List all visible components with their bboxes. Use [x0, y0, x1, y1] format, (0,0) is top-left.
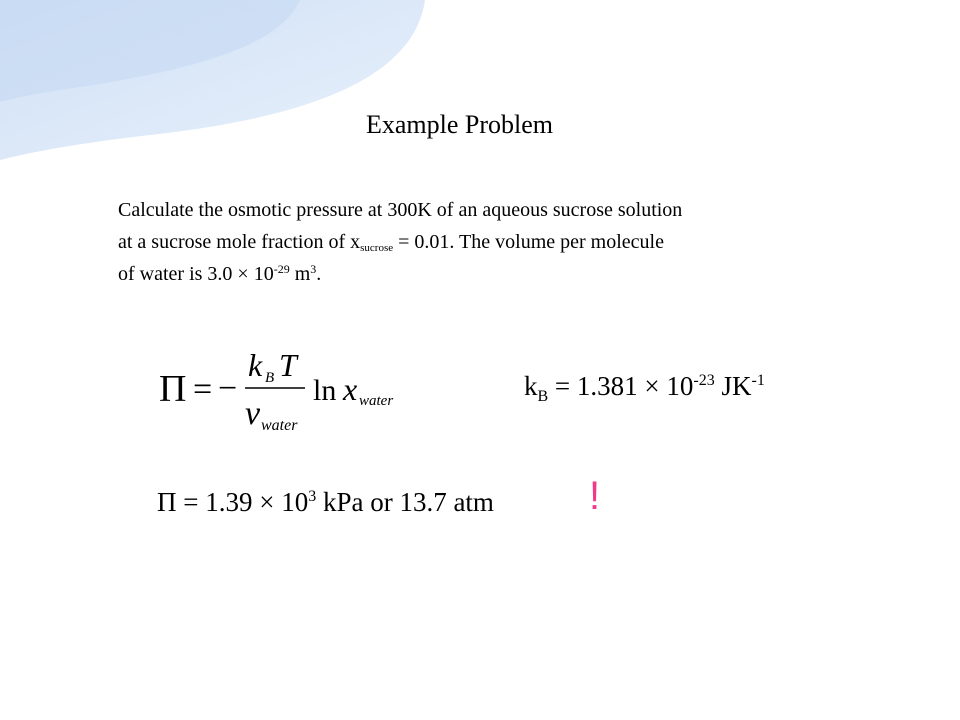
- kb-symbol: k: [524, 371, 538, 401]
- problem-text: at a sucrose mole fraction of x: [118, 231, 361, 253]
- boltzmann-constant: [524, 366, 765, 406]
- formula-v-subscript: water: [261, 417, 298, 434]
- corner-swoosh-decoration: [0, 0, 440, 170]
- formula-ln: ln: [313, 374, 337, 407]
- formula-v: v: [245, 395, 261, 432]
- superscript: -23: [693, 372, 715, 389]
- formula-x-subscript: water: [359, 393, 394, 409]
- problem-text: .: [316, 263, 322, 285]
- result-line: [157, 482, 494, 522]
- formula-equals: =: [193, 371, 213, 408]
- formula-T: T: [279, 347, 297, 383]
- superscript: 3: [310, 262, 317, 276]
- superscript: 3: [308, 488, 317, 505]
- slide-title: Example Problem: [366, 110, 554, 139]
- subscript: sucrose: [360, 242, 394, 254]
- formula-k-subscript: B: [265, 370, 275, 386]
- formula-x: x: [343, 371, 358, 407]
- result-units: kPa or 13.7 atm: [316, 487, 494, 517]
- problem-text: of water is 3.0 × 10: [118, 263, 274, 285]
- superscript: -1: [751, 372, 765, 389]
- osmotic-pressure-formula: [155, 336, 425, 436]
- problem-text: = 0.01. The volume per molecule: [393, 231, 664, 253]
- formula-k: k: [248, 347, 263, 383]
- problem-line-2: [118, 226, 898, 258]
- exclamation-mark: !: [589, 474, 601, 518]
- problem-line-1: Calculate the osmotic pressure at 300K of an aqueous sucrose solution: [118, 199, 683, 221]
- formula-minus: −: [218, 370, 238, 407]
- superscript: -29: [273, 262, 290, 276]
- kb-unit: JK: [714, 371, 752, 401]
- result-value: Π = 1.39 × 10: [157, 487, 309, 517]
- problem-line-3: [118, 258, 898, 290]
- problem-statement: [118, 194, 898, 290]
- subscript: B: [537, 388, 549, 405]
- formula-pi: Π: [159, 368, 187, 410]
- kb-value: = 1.381 × 10: [548, 371, 694, 401]
- problem-text: m: [289, 263, 311, 285]
